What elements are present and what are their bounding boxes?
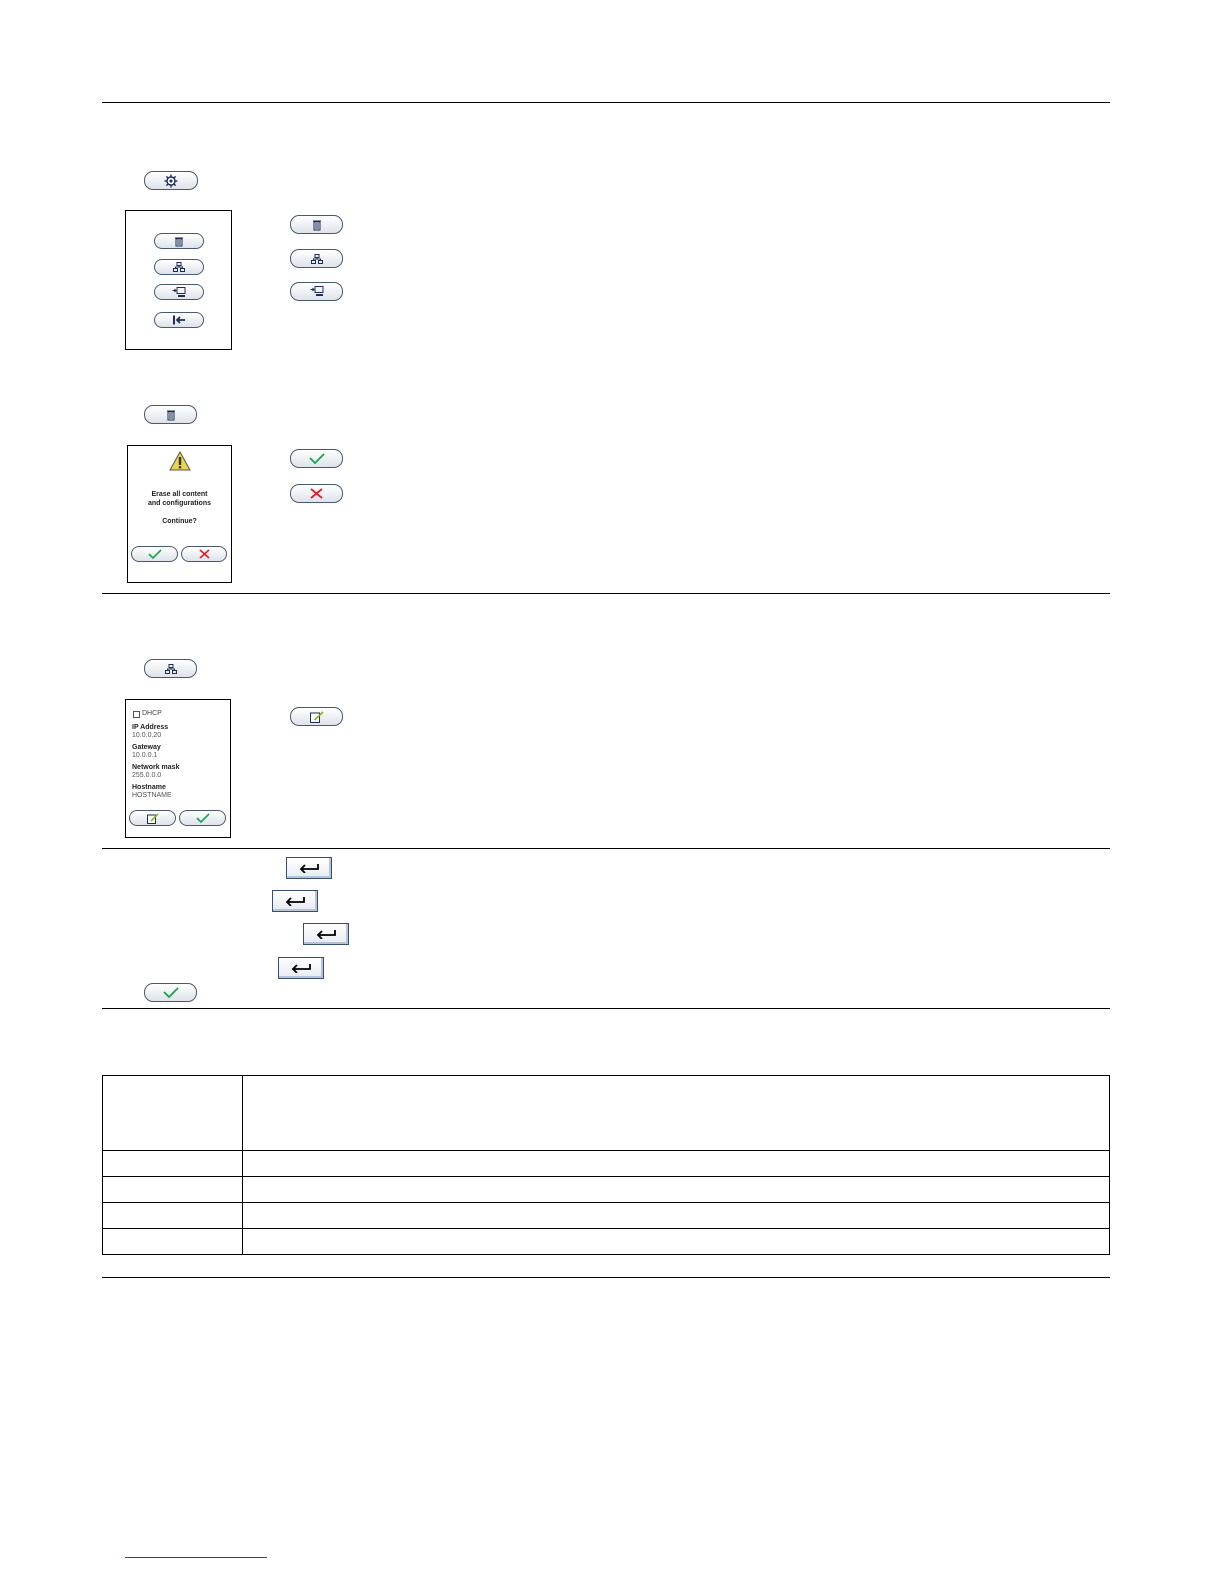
erase-message-line1: Erase all content	[151, 491, 208, 498]
confirm-button[interactable]	[131, 546, 178, 562]
settings-menu-screen	[125, 210, 232, 350]
network-mask-value[interactable]: 255.0.0.0	[132, 772, 162, 779]
table-cell	[243, 1203, 1110, 1229]
warning-icon	[169, 451, 191, 471]
network-menu-button[interactable]	[154, 259, 204, 275]
ip-address-value[interactable]: 10.0.0.20	[132, 732, 162, 739]
enter-arrow-icon	[284, 896, 306, 906]
hostname-label: Hostname	[132, 784, 166, 791]
divider	[102, 848, 1110, 849]
table-row	[103, 1151, 1110, 1177]
erase-button-ref	[290, 215, 343, 234]
cancel-button[interactable]	[181, 546, 227, 562]
network-icon	[173, 262, 185, 272]
computer-menu-button[interactable]	[154, 284, 204, 300]
network-mask-label: Network mask	[132, 764, 180, 771]
settings-button[interactable]	[144, 171, 198, 190]
enter-arrow-icon	[290, 963, 312, 973]
edit-icon	[147, 813, 159, 824]
dhcp-label: DHCP	[142, 710, 162, 717]
table-cell	[243, 1076, 1110, 1151]
confirm-button[interactable]	[179, 810, 226, 826]
checkmark-icon	[163, 987, 179, 998]
divider	[102, 1277, 1110, 1278]
erase-menu-button[interactable]	[154, 233, 204, 249]
table-row	[103, 1076, 1110, 1151]
trash-icon	[174, 236, 184, 247]
network-icon	[311, 254, 323, 264]
checkmark-icon	[309, 453, 325, 464]
table-cell	[103, 1203, 243, 1229]
divider	[102, 593, 1110, 594]
network-button-ref	[290, 249, 343, 268]
enter-key	[278, 957, 324, 979]
enter-arrow-icon	[315, 929, 337, 939]
table-cell	[243, 1177, 1110, 1203]
enter-key	[303, 923, 349, 945]
close-icon	[310, 488, 323, 499]
edit-button-ref	[290, 707, 343, 726]
hostname-value[interactable]: HOSTNAME	[132, 792, 172, 799]
enter-key	[272, 890, 318, 912]
ip-address-label: IP Address	[132, 724, 169, 731]
erase-button[interactable]	[144, 405, 197, 424]
erase-confirm-screen	[127, 445, 232, 583]
gateway-value[interactable]: 10.0.0.1	[132, 752, 158, 759]
erase-message-line2: and configurations	[148, 500, 211, 507]
gateway-label: Gateway	[132, 744, 161, 751]
trash-icon	[166, 409, 176, 421]
checkmark-icon	[196, 813, 210, 823]
enter-arrow-icon	[298, 863, 320, 873]
table-cell	[243, 1151, 1110, 1177]
network-icon	[165, 664, 177, 674]
exit-icon	[172, 315, 186, 325]
table-row	[103, 1229, 1110, 1255]
exit-menu-button[interactable]	[154, 312, 204, 328]
table-cell	[243, 1229, 1110, 1255]
edit-icon	[310, 711, 324, 723]
divider	[102, 102, 1110, 103]
network-button[interactable]	[144, 659, 197, 678]
settings-table	[102, 1075, 1110, 1255]
table-cell	[103, 1229, 243, 1255]
footnote-rule	[125, 1557, 267, 1558]
checkmark-icon	[148, 549, 162, 559]
computer-icon	[172, 287, 186, 298]
table-cell	[103, 1151, 243, 1177]
divider	[102, 1008, 1110, 1009]
gear-icon	[164, 174, 178, 188]
edit-button[interactable]	[129, 810, 176, 826]
table-cell	[103, 1076, 243, 1151]
table-row	[103, 1203, 1110, 1229]
computer-icon	[310, 286, 324, 297]
trash-icon	[312, 219, 322, 231]
table-cell	[103, 1177, 243, 1203]
confirm-button-ref	[144, 983, 197, 1002]
close-icon	[199, 549, 210, 559]
dhcp-checkbox[interactable]	[133, 711, 140, 718]
network-settings-screen	[125, 699, 231, 838]
table-row	[103, 1177, 1110, 1203]
enter-key	[286, 857, 332, 879]
computer-button-ref	[290, 282, 343, 301]
confirm-button-ref	[290, 449, 343, 468]
erase-question: Continue?	[162, 518, 197, 525]
cancel-button-ref	[290, 484, 343, 503]
